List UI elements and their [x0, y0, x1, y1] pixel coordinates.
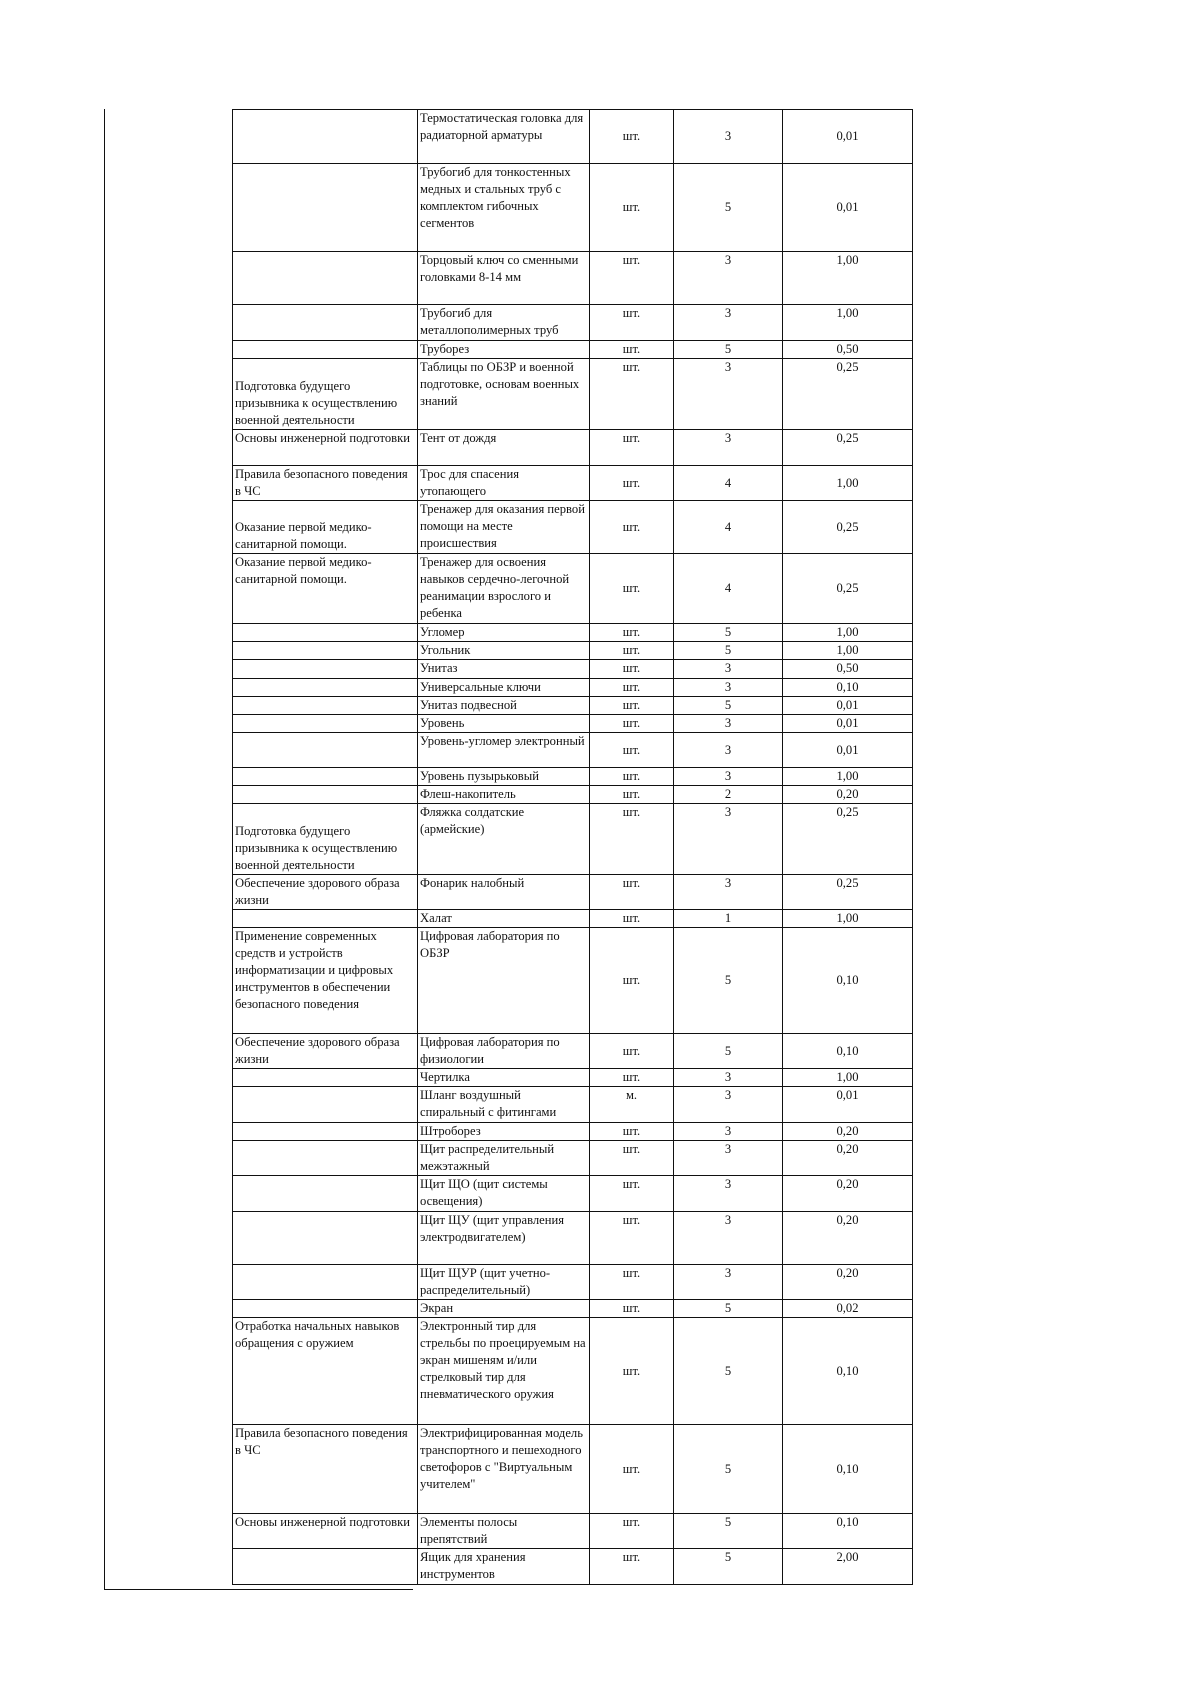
coefficient-cell: 1,00	[783, 624, 913, 642]
item-name-cell: Электрифицированная модель транспортного и пешеходного светофоров с "Виртуальным учителем"	[418, 1425, 590, 1514]
quantity-cell: 3	[674, 110, 783, 164]
item-name-cell: Унитаз подвесной	[418, 697, 590, 715]
quantity-cell: 5	[674, 1318, 783, 1425]
coefficient-cell: 0,10	[783, 679, 913, 697]
unit-cell: шт.	[590, 804, 674, 875]
table-row	[233, 1265, 913, 1300]
quantity-cell: 3	[674, 679, 783, 697]
unit-cell: шт.	[590, 697, 674, 715]
section-cell	[233, 1212, 418, 1265]
unit-cell: шт.	[590, 1123, 674, 1141]
quantity-cell: 3	[674, 1141, 783, 1176]
section-cell	[233, 341, 418, 359]
item-name-cell: Фляжка солдатские (армейские)	[418, 804, 590, 875]
section-cell: Оказание первой медико-санитарной помощи.	[233, 501, 418, 554]
quantity-cell: 3	[674, 715, 783, 733]
quantity-cell: 5	[674, 642, 783, 660]
item-name-cell: Экран	[418, 1300, 590, 1318]
quantity-cell: 3	[674, 875, 783, 910]
table-row	[233, 928, 913, 1034]
section-cell	[233, 786, 418, 804]
quantity-cell: 5	[674, 1425, 783, 1514]
coefficient-cell: 0,25	[783, 359, 913, 430]
section-cell: Подготовка будущего призывника к осуществлению военной деятельности	[233, 359, 418, 430]
table-row	[233, 501, 913, 554]
section-cell	[233, 624, 418, 642]
unit-cell: шт.	[590, 1034, 674, 1069]
quantity-cell: 5	[674, 164, 783, 252]
coefficient-cell: 0,20	[783, 1141, 913, 1176]
section-cell: Основы инженерной подготовки	[233, 430, 418, 466]
unit-cell: шт.	[590, 305, 674, 341]
quantity-cell: 5	[674, 1549, 783, 1585]
table-row	[233, 466, 913, 501]
unit-cell: шт.	[590, 1425, 674, 1514]
table-row	[233, 804, 913, 875]
quantity-cell: 3	[674, 359, 783, 430]
quantity-cell: 3	[674, 1069, 783, 1087]
table-row	[233, 1069, 913, 1087]
item-name-cell: Элементы полосы препятствий	[418, 1514, 590, 1549]
unit-cell: шт.	[590, 1300, 674, 1318]
quantity-cell: 5	[674, 697, 783, 715]
quantity-cell: 3	[674, 660, 783, 679]
item-name-cell: Трос для спасения утопающего	[418, 466, 590, 501]
section-cell	[233, 1123, 418, 1141]
equipment-table-body	[233, 110, 913, 1585]
table-row	[233, 1176, 913, 1212]
table-row	[233, 1425, 913, 1514]
item-name-cell: Тренажер для оказания первой помощи на месте происшествия	[418, 501, 590, 554]
coefficient-cell: 0,01	[783, 733, 913, 768]
unit-cell: шт.	[590, 715, 674, 733]
quantity-cell: 1	[674, 910, 783, 928]
table-row	[233, 1141, 913, 1176]
section-cell	[233, 164, 418, 252]
unit-cell: шт.	[590, 660, 674, 679]
coefficient-cell: 0,20	[783, 1123, 913, 1141]
table-row	[233, 1300, 913, 1318]
item-name-cell: Трубогиб для тонкостенных медных и стальных труб с комплектом гибочных сегментов	[418, 164, 590, 252]
unit-cell: шт.	[590, 554, 674, 624]
section-cell: Применение современных средств и устройств информатизации и цифровых инструментов в обеспечении безопасного поведения	[233, 928, 418, 1034]
quantity-cell: 5	[674, 928, 783, 1034]
table-row	[233, 642, 913, 660]
item-name-cell: Трубогиб для металлополимерных труб	[418, 305, 590, 341]
table-row	[233, 786, 913, 804]
section-cell	[233, 1087, 418, 1123]
unit-cell: шт.	[590, 910, 674, 928]
section-cell: Правила безопасного поведения в ЧС	[233, 466, 418, 501]
section-cell	[233, 660, 418, 679]
quantity-cell: 5	[674, 341, 783, 359]
coefficient-cell: 1,00	[783, 910, 913, 928]
coefficient-cell: 0,25	[783, 430, 913, 466]
unit-cell: шт.	[590, 501, 674, 554]
table-row	[233, 1549, 913, 1585]
item-name-cell: Флеш-накопитель	[418, 786, 590, 804]
table-row	[233, 1212, 913, 1265]
quantity-cell: 3	[674, 733, 783, 768]
coefficient-cell: 0,10	[783, 928, 913, 1034]
section-cell	[233, 252, 418, 305]
section-cell	[233, 305, 418, 341]
unit-cell: шт.	[590, 359, 674, 430]
table-row	[233, 768, 913, 786]
section-cell: Подготовка будущего призывника к осуществлению военной деятельности	[233, 804, 418, 875]
item-name-cell: Шланг воздушный спиральный с фитингами	[418, 1087, 590, 1123]
coefficient-cell: 1,00	[783, 252, 913, 305]
item-name-cell: Халат	[418, 910, 590, 928]
unit-cell: шт.	[590, 1069, 674, 1087]
quantity-cell: 4	[674, 501, 783, 554]
item-name-cell: Таблицы по ОБЗР и военной подготовке, основам военных знаний	[418, 359, 590, 430]
quantity-cell: 5	[674, 1034, 783, 1069]
coefficient-cell: 0,25	[783, 875, 913, 910]
coefficient-cell: 0,25	[783, 501, 913, 554]
quantity-cell: 5	[674, 1300, 783, 1318]
section-cell	[233, 642, 418, 660]
section-cell	[233, 715, 418, 733]
coefficient-cell: 1,00	[783, 1069, 913, 1087]
table-row	[233, 1514, 913, 1549]
unit-cell: шт.	[590, 341, 674, 359]
table-row	[233, 305, 913, 341]
table-row	[233, 875, 913, 910]
item-name-cell: Электронный тир для стрельбы по проецируемым на экран мишеням и/или стрелковый тир для пневматического оружия	[418, 1318, 590, 1425]
item-name-cell: Цифровая лаборатория по ОБЗР	[418, 928, 590, 1034]
section-cell: Отработка начальных навыков обращения с оружием	[233, 1318, 418, 1425]
item-name-cell: Щит ЩО (щит системы освещения)	[418, 1176, 590, 1212]
section-cell: Обеспечение здорового образа жизни	[233, 1034, 418, 1069]
section-cell	[233, 110, 418, 164]
left-margin-line	[104, 109, 105, 1589]
item-name-cell: Тренажер для освоения навыков сердечно-легочной реанимации взрослого и ребенка	[418, 554, 590, 624]
item-name-cell: Штроборез	[418, 1123, 590, 1141]
unit-cell: м.	[590, 1087, 674, 1123]
quantity-cell: 3	[674, 430, 783, 466]
section-cell	[233, 679, 418, 697]
table-row	[233, 430, 913, 466]
unit-cell: шт.	[590, 252, 674, 305]
unit-cell: шт.	[590, 430, 674, 466]
item-name-cell: Универсальные ключи	[418, 679, 590, 697]
section-cell	[233, 1549, 418, 1585]
unit-cell: шт.	[590, 733, 674, 768]
section-cell	[233, 768, 418, 786]
section-cell	[233, 1265, 418, 1300]
coefficient-cell: 0,10	[783, 1425, 913, 1514]
quantity-cell: 2	[674, 786, 783, 804]
item-name-cell: Труборез	[418, 341, 590, 359]
coefficient-cell: 0,01	[783, 697, 913, 715]
item-name-cell: Чертилка	[418, 1069, 590, 1087]
unit-cell: шт.	[590, 875, 674, 910]
table-row	[233, 164, 913, 252]
coefficient-cell: 2,00	[783, 1549, 913, 1585]
quantity-cell: 3	[674, 1087, 783, 1123]
table-row	[233, 1318, 913, 1425]
item-name-cell: Фонарик налобный	[418, 875, 590, 910]
unit-cell: шт.	[590, 928, 674, 1034]
item-name-cell: Уровень пузырьковый	[418, 768, 590, 786]
coefficient-cell: 1,00	[783, 768, 913, 786]
table-row	[233, 733, 913, 768]
unit-cell: шт.	[590, 1141, 674, 1176]
table-row	[233, 679, 913, 697]
table-row	[233, 1034, 913, 1069]
section-cell	[233, 733, 418, 768]
section-cell: Обеспечение здорового образа жизни	[233, 875, 418, 910]
item-name-cell: Уровень-угломер электронный	[418, 733, 590, 768]
table-row	[233, 660, 913, 679]
unit-cell: шт.	[590, 110, 674, 164]
unit-cell: шт.	[590, 1318, 674, 1425]
item-name-cell: Уровень	[418, 715, 590, 733]
section-cell	[233, 1141, 418, 1176]
coefficient-cell: 0,20	[783, 1265, 913, 1300]
unit-cell: шт.	[590, 164, 674, 252]
coefficient-cell: 0,20	[783, 1176, 913, 1212]
quantity-cell: 5	[674, 1514, 783, 1549]
quantity-cell: 3	[674, 768, 783, 786]
item-name-cell: Тент от дождя	[418, 430, 590, 466]
table-row	[233, 110, 913, 164]
coefficient-cell: 0,10	[783, 1514, 913, 1549]
coefficient-cell: 0,01	[783, 1087, 913, 1123]
bottom-margin-line	[104, 1589, 413, 1590]
item-name-cell: Угольник	[418, 642, 590, 660]
item-name-cell: Термостатическая головка для радиаторной арматуры	[418, 110, 590, 164]
section-cell: Основы инженерной подготовки	[233, 1514, 418, 1549]
unit-cell: шт.	[590, 642, 674, 660]
table-row	[233, 341, 913, 359]
section-cell	[233, 1069, 418, 1087]
quantity-cell: 3	[674, 804, 783, 875]
coefficient-cell: 0,01	[783, 110, 913, 164]
unit-cell: шт.	[590, 679, 674, 697]
item-name-cell: Цифровая лаборатория по физиологии	[418, 1034, 590, 1069]
item-name-cell: Щит ЩУ (щит управления электродвигателем)	[418, 1212, 590, 1265]
table-row	[233, 624, 913, 642]
item-name-cell: Торцовый ключ со сменными головками 8-14 мм	[418, 252, 590, 305]
coefficient-cell: 0,10	[783, 1318, 913, 1425]
unit-cell: шт.	[590, 1212, 674, 1265]
coefficient-cell: 0,50	[783, 660, 913, 679]
unit-cell: шт.	[590, 1265, 674, 1300]
unit-cell: шт.	[590, 1176, 674, 1212]
table-row	[233, 715, 913, 733]
quantity-cell: 3	[674, 305, 783, 341]
coefficient-cell: 0,02	[783, 1300, 913, 1318]
unit-cell: шт.	[590, 466, 674, 501]
item-name-cell: Унитаз	[418, 660, 590, 679]
item-name-cell: Щит распределительный межэтажный	[418, 1141, 590, 1176]
unit-cell: шт.	[590, 786, 674, 804]
table-row	[233, 910, 913, 928]
quantity-cell: 4	[674, 554, 783, 624]
coefficient-cell: 0,50	[783, 341, 913, 359]
coefficient-cell: 0,10	[783, 1034, 913, 1069]
table-row	[233, 252, 913, 305]
unit-cell: шт.	[590, 1549, 674, 1585]
unit-cell: шт.	[590, 768, 674, 786]
unit-cell: шт.	[590, 624, 674, 642]
coefficient-cell: 0,25	[783, 804, 913, 875]
quantity-cell: 5	[674, 624, 783, 642]
coefficient-cell: 0,25	[783, 554, 913, 624]
table-row	[233, 1123, 913, 1141]
section-cell: Правила безопасного поведения в ЧС	[233, 1425, 418, 1514]
equipment-table	[232, 109, 913, 1585]
coefficient-cell: 1,00	[783, 642, 913, 660]
section-cell	[233, 1300, 418, 1318]
quantity-cell: 3	[674, 1212, 783, 1265]
section-cell	[233, 1176, 418, 1212]
item-name-cell: Ящик для хранения инструментов	[418, 1549, 590, 1585]
coefficient-cell: 0,20	[783, 1212, 913, 1265]
coefficient-cell: 1,00	[783, 466, 913, 501]
section-cell	[233, 910, 418, 928]
quantity-cell: 3	[674, 252, 783, 305]
section-cell: Оказание первой медико-санитарной помощи.	[233, 554, 418, 624]
quantity-cell: 3	[674, 1176, 783, 1212]
item-name-cell: Щит ЩУР (щит учетно-распределительный)	[418, 1265, 590, 1300]
item-name-cell: Угломер	[418, 624, 590, 642]
table-row	[233, 697, 913, 715]
coefficient-cell: 1,00	[783, 305, 913, 341]
table-row	[233, 1087, 913, 1123]
quantity-cell: 3	[674, 1123, 783, 1141]
table-row	[233, 554, 913, 624]
coefficient-cell: 0,20	[783, 786, 913, 804]
coefficient-cell: 0,01	[783, 164, 913, 252]
table-row	[233, 359, 913, 430]
quantity-cell: 4	[674, 466, 783, 501]
quantity-cell: 3	[674, 1265, 783, 1300]
section-cell	[233, 697, 418, 715]
unit-cell: шт.	[590, 1514, 674, 1549]
coefficient-cell: 0,01	[783, 715, 913, 733]
